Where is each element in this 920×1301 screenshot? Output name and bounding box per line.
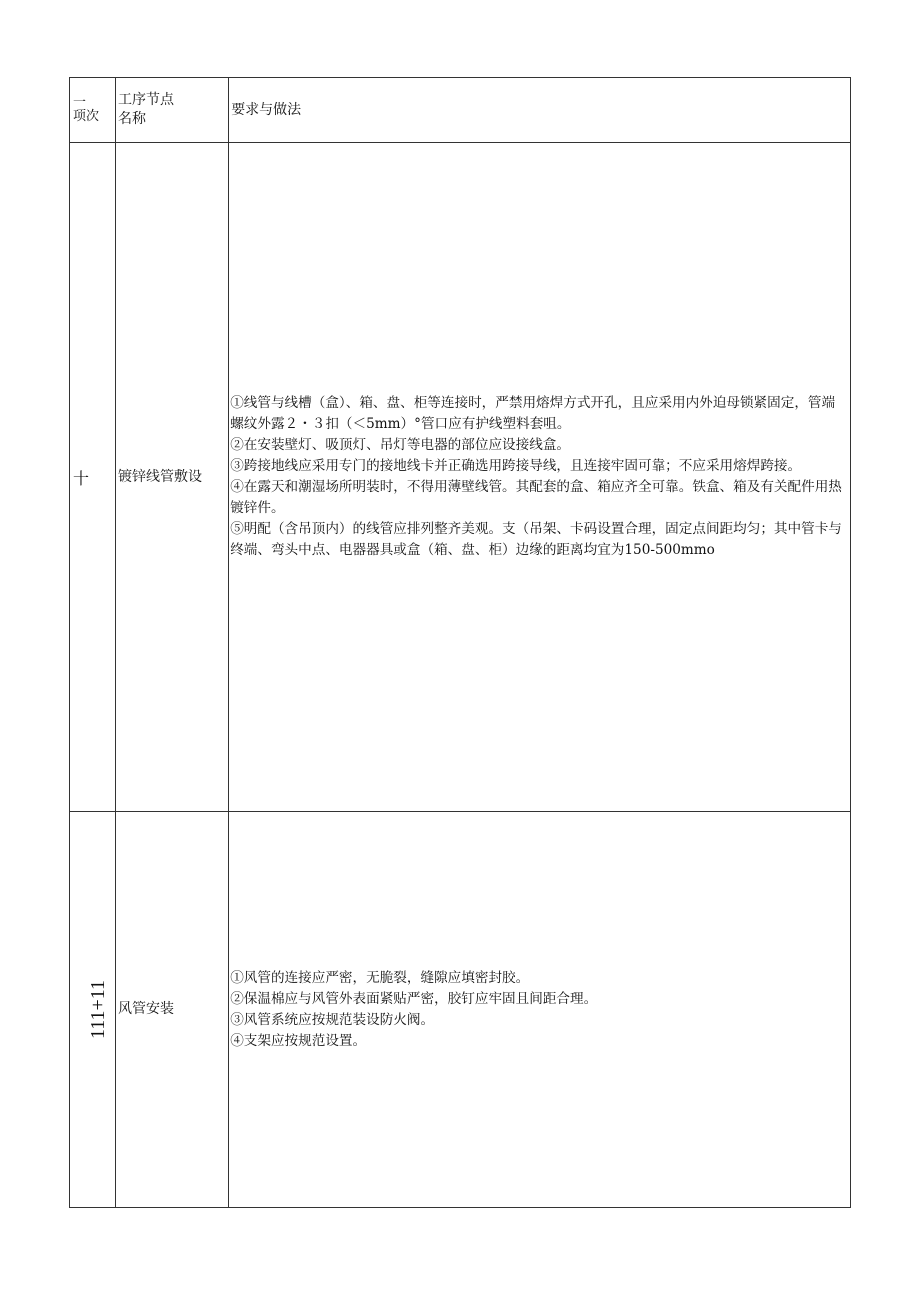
table-row bbox=[70, 812, 851, 1208]
row-requirements bbox=[229, 812, 851, 1208]
requirement-item: ④在露天和潮湿场所明装时，不得用薄壁线管。其配套的盒、箱应齐全可靠。铁盒、箱及有关配件用热镀锌件。 bbox=[230, 479, 842, 516]
header-item-label: 项次 bbox=[73, 109, 100, 124]
table-row bbox=[70, 143, 851, 812]
requirement-item: ②保温棉应与风管外表面紧贴严密，胶钉应牢固且间距合理。 bbox=[230, 990, 598, 1007]
requirement-item: ⑤明配（含吊顶内）的线管应排列整齐美观。支（吊架、卡码设置合理，固定点间距均匀；其中管卡与终端、弯头中点、电器器具或盒（箱、盘、柜）边缘的距离均宜为150-500mmo bbox=[230, 521, 842, 558]
requirement-item: ②在安装壁灯、吸顶灯、吊灯等电器的部位应设接线盒。 bbox=[230, 437, 571, 453]
row-number bbox=[70, 812, 116, 1208]
row-process-name: 镀锌线管敷设 bbox=[116, 143, 229, 812]
row-number: 十 bbox=[70, 143, 116, 812]
header-mark: 一 bbox=[73, 95, 87, 110]
requirement-item: ③跨接地线应采用专门的接地线卡并正确选用跨接导线，且连接牢固可靠；不应采用熔焊跨接。 bbox=[230, 458, 802, 474]
requirement-item: ①线管与线槽（盒）、箱、盘、柜等连接时，严禁用熔焊方式开孔，且应采用内外迫母锁紧固定，管端螺纹外露２・３扣（＜5mm）°管口应有护线塑料套咀。 bbox=[230, 395, 836, 432]
header-row bbox=[70, 78, 851, 143]
row-number-vertical: 111+11 bbox=[87, 979, 110, 1040]
header-process-line1: 工序节点 bbox=[118, 92, 175, 108]
spec-table bbox=[69, 77, 851, 1208]
requirement-item: ④支架应按规范设置。 bbox=[230, 1032, 367, 1049]
header-requirements: 要求与做法 bbox=[229, 78, 851, 143]
requirement-item: ①风管的连接应严密，无脆裂，缝隙应填密封胶。 bbox=[230, 969, 530, 986]
row-requirements bbox=[229, 143, 851, 812]
header-item-number bbox=[70, 78, 116, 143]
header-process-node bbox=[116, 78, 229, 143]
row-process-name: 风管安装 bbox=[116, 812, 229, 1208]
requirement-item: ③风管系统应按规范装设防火阀。 bbox=[230, 1011, 435, 1028]
header-process-line2: 名称 bbox=[118, 111, 147, 127]
